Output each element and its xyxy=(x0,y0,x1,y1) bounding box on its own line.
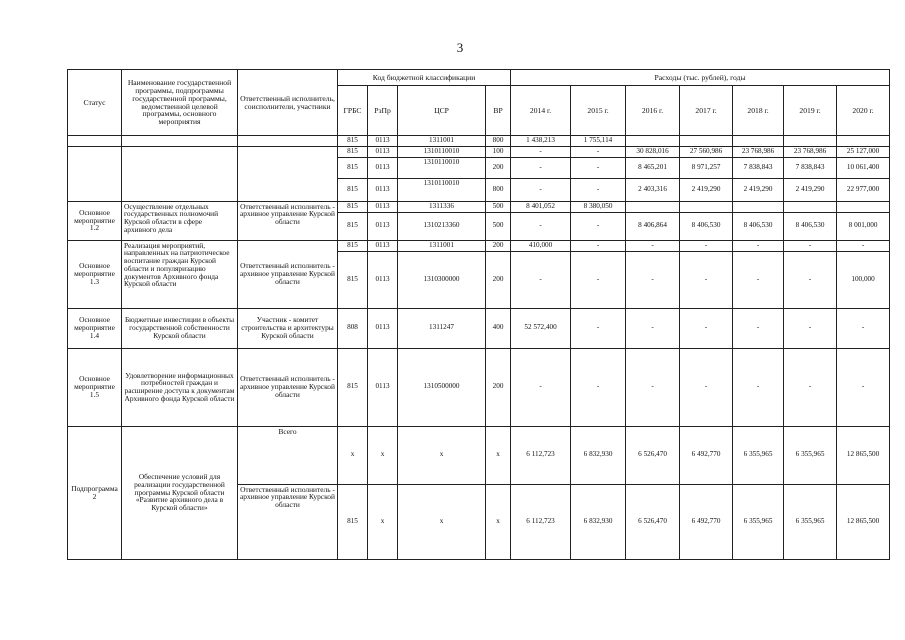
table-cell: - xyxy=(571,178,626,201)
table-cell: 8 380,050 xyxy=(571,201,626,212)
table-cell: 0113 xyxy=(368,348,398,426)
table-cell: 8 001,000 xyxy=(837,212,890,240)
table-cell: - xyxy=(784,240,837,251)
table-cell: 6 355,965 xyxy=(733,484,784,559)
table-cell: 27 560,986 xyxy=(680,146,733,157)
table-cell: 8 406,530 xyxy=(784,212,837,240)
table-cell: - xyxy=(511,251,571,308)
table-cell: x xyxy=(398,484,486,559)
year-2017-header: 2017 г. xyxy=(680,86,733,136)
table-cell: 7 838,843 xyxy=(733,157,784,178)
table-cell: 52 572,400 xyxy=(511,308,571,348)
table-cell: 815 xyxy=(338,201,368,212)
name-cell xyxy=(122,136,238,147)
grbs-header: ГРБС xyxy=(338,86,368,136)
table-cell: 815 xyxy=(338,251,368,308)
name-cell xyxy=(122,146,238,201)
responsible-cell: Ответственный исполнитель - архивное управление Курской области xyxy=(238,484,338,559)
table-cell: - xyxy=(680,348,733,426)
budget-code-header: Код бюджетной классификации xyxy=(338,70,511,86)
table-cell: - xyxy=(784,251,837,308)
table-cell: - xyxy=(571,348,626,426)
table-cell: - xyxy=(511,212,571,240)
status-cell: Основное мероприятие 1.5 xyxy=(68,348,122,426)
table-cell: 815 xyxy=(338,178,368,201)
table-cell: 23 768,986 xyxy=(733,146,784,157)
table-cell: 808 xyxy=(338,308,368,348)
vr-header: ВР xyxy=(486,86,511,136)
name-cell: Обеспечение условий для реализации государственной программы Курской области «Развитие архивного дела в Курской области» xyxy=(122,426,238,559)
table-cell: 2 403,316 xyxy=(626,178,680,201)
responsible-header: Ответственный исполнитель, соисполнители, участники xyxy=(238,70,338,136)
table-cell: 1311336 xyxy=(398,201,486,212)
table-cell: - xyxy=(511,178,571,201)
table-cell: 100,000 xyxy=(837,251,890,308)
table-cell: 12 865,500 xyxy=(837,484,890,559)
table-cell: - xyxy=(571,240,626,251)
table-cell: 815 xyxy=(338,348,368,426)
program-name-header: Наименование государственной программы, подпрограммы государственной программы, ведомственной целевой программы, основного мероприятия xyxy=(122,70,238,136)
status-cell: Основное мероприятие 1.4 xyxy=(68,308,122,348)
table-cell: - xyxy=(571,146,626,157)
table-cell: 0113 xyxy=(368,178,398,201)
table-cell xyxy=(784,201,837,212)
name-cell: Бюджетные инвестиции в объекты государственной собственности Курской области xyxy=(122,308,238,348)
table-cell: 1310110010 xyxy=(398,146,486,157)
status-header: Статус xyxy=(68,70,122,136)
year-2016-header: 2016 г. xyxy=(626,86,680,136)
table-cell: - xyxy=(571,251,626,308)
table-cell: 1311001 xyxy=(398,136,486,147)
table-cell: 8 406,864 xyxy=(626,212,680,240)
responsible-cell: Ответственный исполнитель - архивное управление Курской области xyxy=(238,348,338,426)
table-cell: 6 355,965 xyxy=(733,426,784,484)
table-cell: 8 401,052 xyxy=(511,201,571,212)
table-cell: 6 355,965 xyxy=(784,484,837,559)
table-cell: 6 832,930 xyxy=(571,484,626,559)
table-cell: 6 492,770 xyxy=(680,484,733,559)
responsible-cell xyxy=(238,136,338,147)
table-cell: 0113 xyxy=(368,240,398,251)
table-cell: 6 112,723 xyxy=(511,426,571,484)
table-cell: - xyxy=(511,157,571,178)
table-cell: - xyxy=(626,308,680,348)
status-cell: Основное мероприятие 1.2 xyxy=(68,201,122,240)
responsible-cell: Ответственный исполнитель - архивное управление Курской области xyxy=(238,240,338,308)
table-row xyxy=(68,348,890,426)
table-row xyxy=(68,146,890,157)
table-cell: 1310213360 xyxy=(398,212,486,240)
table-cell xyxy=(680,136,733,147)
table-cell: 25 127,000 xyxy=(837,146,890,157)
status-cell: Подпрограмма 2 xyxy=(68,426,122,559)
year-2015-header: 2015 г. xyxy=(571,86,626,136)
table-cell: 815 xyxy=(338,240,368,251)
table-row xyxy=(68,426,890,484)
table-cell: - xyxy=(571,308,626,348)
table-cell: - xyxy=(626,348,680,426)
page-number: 3 xyxy=(456,40,464,55)
table-cell: 7 838,843 xyxy=(784,157,837,178)
table-cell: - xyxy=(680,240,733,251)
table-cell: 2 419,290 xyxy=(784,178,837,201)
table-cell xyxy=(733,136,784,147)
table-cell xyxy=(837,136,890,147)
table-cell: 2 419,290 xyxy=(733,178,784,201)
table-cell: 30 828,016 xyxy=(626,146,680,157)
table-cell: 815 xyxy=(338,157,368,178)
table-cell: 1310500000 xyxy=(398,348,486,426)
table-cell: - xyxy=(571,212,626,240)
year-2019-header: 2019 г. xyxy=(784,86,837,136)
table-cell: - xyxy=(680,251,733,308)
name-cell: Удовлетворение информационных потребностей граждан и расширение доступа к документам Архивного фонда Курской области xyxy=(122,348,238,426)
status-cell: Основное мероприятие 1.3 xyxy=(68,240,122,308)
table-cell: 1310110010 xyxy=(398,157,486,178)
table-cell: - xyxy=(571,157,626,178)
table-cell: 22 977,000 xyxy=(837,178,890,201)
csr-header: ЦСР xyxy=(398,86,486,136)
table-cell: x xyxy=(338,426,368,484)
table-cell: 0113 xyxy=(368,251,398,308)
table-cell: - xyxy=(837,348,890,426)
name-cell: Реализация мероприятий, направленных на патриотическое воспитание граждан Курской области и популяризацию документов Архивного фонда Курской области xyxy=(122,240,238,308)
table-cell: 12 865,500 xyxy=(837,426,890,484)
table-cell: 1311001 xyxy=(398,240,486,251)
table-cell: 1 438,213 xyxy=(511,136,571,147)
table-cell: 6 832,930 xyxy=(571,426,626,484)
table-cell: - xyxy=(626,240,680,251)
table-cell: 1310300000 xyxy=(398,251,486,308)
table-cell: 1311247 xyxy=(398,308,486,348)
table-cell: 100 xyxy=(486,146,511,157)
status-cell xyxy=(68,136,122,147)
table-cell: 6 492,770 xyxy=(680,426,733,484)
table-cell: 8 406,530 xyxy=(680,212,733,240)
table-cell: 2 419,290 xyxy=(680,178,733,201)
table-cell: 0113 xyxy=(368,201,398,212)
year-2018-header: 2018 г. xyxy=(733,86,784,136)
name-cell: Осуществление отдельных государственных полномочий Курской области в сфере архивного дела xyxy=(122,201,238,240)
table-cell xyxy=(733,201,784,212)
table-cell: - xyxy=(511,348,571,426)
table-cell: 410,000 xyxy=(511,240,571,251)
table-cell: 8 406,530 xyxy=(733,212,784,240)
table-cell: - xyxy=(511,146,571,157)
table-cell: x xyxy=(368,484,398,559)
table-cell: 400 xyxy=(486,308,511,348)
table-row xyxy=(68,308,890,348)
table-cell: - xyxy=(626,251,680,308)
table-cell: - xyxy=(733,348,784,426)
table-cell: - xyxy=(784,308,837,348)
table-cell: - xyxy=(837,308,890,348)
table-cell: x xyxy=(398,426,486,484)
table-row xyxy=(68,136,890,147)
table-cell xyxy=(680,201,733,212)
table-cell: x xyxy=(368,426,398,484)
expenses-header: Расходы (тыс. рублей), годы xyxy=(511,70,890,86)
table-cell: 8 465,201 xyxy=(626,157,680,178)
table-row xyxy=(68,201,890,212)
table-cell: 800 xyxy=(486,178,511,201)
table-cell: - xyxy=(680,308,733,348)
table-cell xyxy=(784,136,837,147)
rzpr-header: РзПр xyxy=(368,86,398,136)
table-cell: 8 971,257 xyxy=(680,157,733,178)
table-cell: 815 xyxy=(338,212,368,240)
table-body xyxy=(68,136,890,560)
table-cell: 500 xyxy=(486,201,511,212)
year-2014-header: 2014 г. xyxy=(511,86,571,136)
table-cell: 6 355,965 xyxy=(784,426,837,484)
table-cell: - xyxy=(784,348,837,426)
table-cell: 800 xyxy=(486,136,511,147)
table-cell: - xyxy=(733,240,784,251)
table-cell: 500 xyxy=(486,212,511,240)
table-row xyxy=(68,240,890,251)
table-cell: 6 526,470 xyxy=(626,484,680,559)
responsible-cell: Ответственный исполнитель - архивное управление Курской области xyxy=(238,201,338,240)
responsible-cell: Участник - комитет строительства и архитектуры Курской области xyxy=(238,308,338,348)
table-cell: 815 xyxy=(338,136,368,147)
table-cell: - xyxy=(733,308,784,348)
table-cell: 1 755,114 xyxy=(571,136,626,147)
table-cell xyxy=(626,201,680,212)
table-cell: 0113 xyxy=(368,157,398,178)
status-cell xyxy=(68,146,122,201)
table-cell xyxy=(626,136,680,147)
table-cell: 200 xyxy=(486,157,511,178)
budget-table xyxy=(67,69,890,560)
table-cell: 6 112,723 xyxy=(511,484,571,559)
table-cell: x xyxy=(486,426,511,484)
table-cell: - xyxy=(733,251,784,308)
table-cell: 0113 xyxy=(368,308,398,348)
table-cell: 10 061,400 xyxy=(837,157,890,178)
table-cell: 815 xyxy=(338,146,368,157)
table-cell: 23 768,986 xyxy=(784,146,837,157)
table-cell: 200 xyxy=(486,348,511,426)
table-cell: - xyxy=(837,240,890,251)
table-cell: 200 xyxy=(486,240,511,251)
table-cell: 0113 xyxy=(368,136,398,147)
table-cell: 0113 xyxy=(368,146,398,157)
table-header xyxy=(68,70,890,136)
table-cell xyxy=(837,201,890,212)
table-cell: 815 xyxy=(338,484,368,559)
table-cell: x xyxy=(486,484,511,559)
table-cell: 6 526,470 xyxy=(626,426,680,484)
responsible-cell xyxy=(238,146,338,201)
table-cell: 0113 xyxy=(368,212,398,240)
table-cell: 1310110010 xyxy=(398,178,486,201)
year-2020-header: 2020 г. xyxy=(837,86,890,136)
table-cell: 200 xyxy=(486,251,511,308)
responsible-cell: Всего xyxy=(238,426,338,484)
